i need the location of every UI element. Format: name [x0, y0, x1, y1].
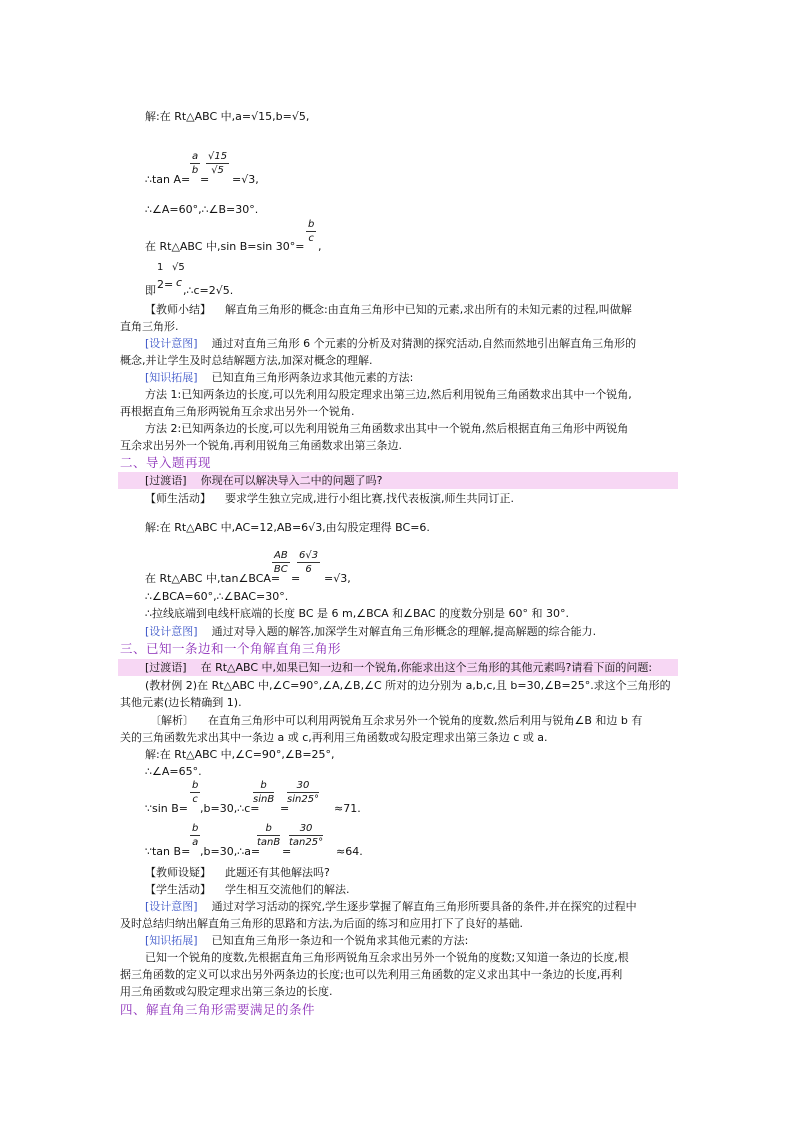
- design-intent-3: [145, 900, 637, 914]
- tan-line-eq: =: [200, 173, 210, 186]
- denominator: b: [191, 165, 199, 176]
- ext-text: 已知直角三角形两条边求其他元素的方法:: [211, 371, 414, 384]
- summary-text-cont: 直角三角形.: [120, 320, 179, 333]
- design-text-cont: 概念,并让学生及时总结解题方法,加深对概念的理解.: [120, 354, 373, 367]
- sol2-line-1: 解:在 Rt△ABC 中,AC=12,AB=6√3,由勾股定理得 BC=6.: [145, 521, 430, 534]
- numerator: b: [257, 822, 280, 836]
- c-fraction-1: [253, 779, 274, 806]
- ratio-den: 2=: [157, 278, 174, 291]
- trans-tag: [过渡语]: [145, 474, 187, 487]
- teacher-question: [145, 866, 330, 880]
- question-line-1: (教材例 2)在 Rt△ABC 中,∠C=90°,∠A,∠B,∠C 所对的边分别为 a,b,c,且 b=30,∠B=25°.求这个三角形的: [145, 679, 671, 692]
- a-result: ≈64.: [336, 845, 363, 858]
- tan-b-prefix: ∵tan B=: [145, 845, 191, 858]
- numerator: a: [192, 151, 199, 162]
- design-intent-1: [145, 337, 636, 351]
- sol2-line-3: ∴∠BCA=60°,∴∠BAC=30°.: [145, 590, 289, 603]
- method-2a: 方法 2:已知两条边的长度,可以先利用锐角三角函数求出其中一个锐角,然后根据直角三角形中两锐角: [145, 422, 629, 435]
- ana-tag: 〔解析〕: [150, 714, 194, 727]
- q-tag: 【教师设疑】: [145, 866, 211, 879]
- sol3-line-2: ∴∠A=65°.: [145, 765, 202, 778]
- act-tag: 【师生活动】: [145, 492, 211, 505]
- sin-line: 在 Rt△ABC 中,sin B=sin 30°=: [145, 240, 305, 253]
- ext-line-1: 已知一个锐角的度数,先根据直角三角形两锐角互余求出另外一个锐角的度数;又知道一条边的长度,根: [145, 951, 629, 964]
- tan-line-result: =√3,: [232, 173, 259, 186]
- ratio-top-1: 1: [157, 262, 164, 273]
- question-line-2: 其他元素(边长精确到 1).: [120, 696, 242, 709]
- activity-2: [145, 492, 514, 506]
- angle-line: ∴∠A=60°,∴∠B=30°.: [145, 203, 259, 216]
- act-text: 学生相互交流他们的解法.: [225, 883, 350, 896]
- numerator: b: [192, 823, 199, 834]
- design-tag: [设计意图]: [145, 337, 198, 350]
- sin-b-prefix: ∵sin B=: [145, 802, 189, 815]
- denominator: tan25°: [289, 837, 324, 848]
- method-2b: 互余求出另外一个锐角,再利用锐角三角函数求出第三条边.: [120, 439, 402, 452]
- sin-b-given: ,b=30,∴c=: [200, 802, 260, 815]
- c-eq: =: [280, 802, 290, 815]
- numerator: 30: [289, 822, 323, 836]
- student-activity: [145, 883, 350, 897]
- design-text: 通过对直角三角形 6 个元素的分析及对猜测的探究活动,自然而然地引出解直角三角形的: [211, 337, 637, 350]
- act-tag: 【学生活动】: [145, 883, 211, 896]
- tan-bca-fraction-2: [297, 549, 320, 576]
- section-2-title: 二、导入题再现: [120, 455, 212, 470]
- ext-tag: [知识拓展]: [145, 934, 198, 947]
- sol2-line-4: ∴拉线底端到电线杆底端的长度 BC 是 6 m,∠BCA 和∠BAC 的度数分别是 60° 和 30°.: [145, 607, 570, 620]
- numerator: 30: [287, 779, 319, 793]
- summary-text: 解直角三角形的概念:由直角三角形中已知的元素,求出所有的未知元素的过程,叫做解: [225, 303, 632, 316]
- ext-line-2: 据三角函数的定义可以求出另外两条边的长度;也可以先利用三角函数的定义求出其中一条边的长度,再利: [120, 968, 623, 981]
- denominator: BC: [273, 564, 288, 575]
- sin-b-fraction: [190, 779, 200, 806]
- ext-line-3: 用三角函数或勾股定理求出第三条边的长度.: [120, 985, 333, 998]
- analysis-line-2: 关的三角函数先求出其中一条边 a 或 c,再利用三角函数或勾股定理求出第三条边 c 或 a.: [120, 731, 548, 744]
- denominator: tanB: [257, 837, 281, 848]
- tan-line-prefix: ∴tan A=: [145, 173, 191, 186]
- numerator: √15: [208, 151, 228, 162]
- ratio-top-2: √5: [172, 262, 185, 273]
- ratio-result: ,∴c=2√5.: [183, 284, 234, 297]
- act-text: 要求学生独立完成,进行小组比赛,找代表板演,师生共同订正.: [225, 492, 514, 505]
- numerator: b: [253, 779, 274, 793]
- a-fraction-1: [257, 822, 280, 849]
- sin-line-comma: ,: [318, 240, 322, 253]
- knowledge-ext-1: [145, 371, 413, 385]
- summary-tag: 【教师小结】: [145, 303, 211, 316]
- numerator: b: [192, 780, 199, 791]
- trans-text: 你现在可以解决导入二中的问题了吗?: [200, 474, 383, 487]
- c-fraction-2: [287, 779, 319, 806]
- transition-2: [145, 474, 382, 488]
- denominator: 6: [305, 564, 312, 575]
- section-3-title: 三、已知一条边和一个角解直角三角形: [120, 641, 342, 656]
- design-text: 通过对导入题的解答,加深学生对解直角三角形概念的理解,提高解题的综合能力.: [211, 625, 597, 638]
- denominator: c: [192, 794, 198, 805]
- numerator: 6√3: [299, 550, 319, 561]
- analysis-line-1: [150, 714, 642, 728]
- tan-fraction-2: [206, 150, 229, 177]
- sin-fraction: [306, 218, 316, 245]
- numerator: AB: [274, 550, 288, 561]
- sol2-line-2: 在 Rt△ABC 中,tan∠BCA=: [145, 572, 281, 585]
- tan-b-given: ,b=30,∴a=: [200, 845, 261, 858]
- transition-3: [145, 661, 652, 675]
- method-1b: 再根据直角三角形两锐角互余求出另外一个锐角.: [120, 405, 355, 418]
- ext-text: 已知直角三角形一条边和一个锐角求其他元素的方法:: [211, 934, 469, 947]
- design-tag: [设计意图]: [145, 900, 198, 913]
- tan-b-fraction: [190, 822, 200, 849]
- ratio-c: c: [176, 276, 183, 289]
- design-text-cont: 及时总结归纳出解直角三角形的思路和方法,为后面的练习和应用打下了良好的基础.: [120, 917, 523, 930]
- teacher-summary: [145, 303, 632, 317]
- sol2-result: =√3,: [324, 572, 351, 585]
- tan-fraction-1: [190, 150, 200, 177]
- sol3-line-1: 解:在 Rt△ABC 中,∠C=90°,∠B=25°,: [145, 748, 335, 761]
- numerator: b: [308, 219, 315, 230]
- denominator: sin25°: [287, 794, 320, 805]
- denominator: sinB: [253, 794, 275, 805]
- knowledge-ext-2: [145, 934, 468, 948]
- ratio-prefix: 即: [145, 284, 156, 297]
- design-text: 通过对学习活动的探究,学生逐步掌握了解直角三角形所要具备的条件,并在探究的过程中: [211, 900, 637, 913]
- ana-text: 在直角三角形中可以利用两锐角互余求另外一个锐角的度数,然后利用与锐角∠B 和边 b 有: [208, 714, 643, 727]
- a-fraction-2: [289, 822, 323, 849]
- method-1a: 方法 1:已知两条边的长度,可以先利用勾股定理求出第三边,然后利用锐角三角函数求出其中一个锐角,: [145, 388, 632, 401]
- solution-line-1: 解:在 Rt△ABC 中,a=√15,b=√5,: [145, 110, 310, 123]
- trans-text: 在 Rt△ABC 中,如果已知一边和一个锐角,你能求出这个三角形的其他元素吗?请看下面的问题:: [200, 661, 653, 674]
- design-tag: [设计意图]: [145, 625, 198, 638]
- denominator: √5: [211, 165, 224, 176]
- sol2-eq: =: [291, 572, 301, 585]
- section-4-title: 四、解直角三角形需要满足的条件: [120, 1002, 316, 1017]
- design-intent-2: [145, 625, 596, 639]
- c-result: ≈71.: [334, 802, 361, 815]
- a-eq: =: [282, 845, 292, 858]
- trans-tag: [过渡语]: [145, 661, 187, 674]
- denominator: a: [192, 837, 199, 848]
- ext-tag: [知识拓展]: [145, 371, 198, 384]
- denominator: c: [308, 233, 314, 244]
- q-text: 此题还有其他解法吗?: [225, 866, 330, 879]
